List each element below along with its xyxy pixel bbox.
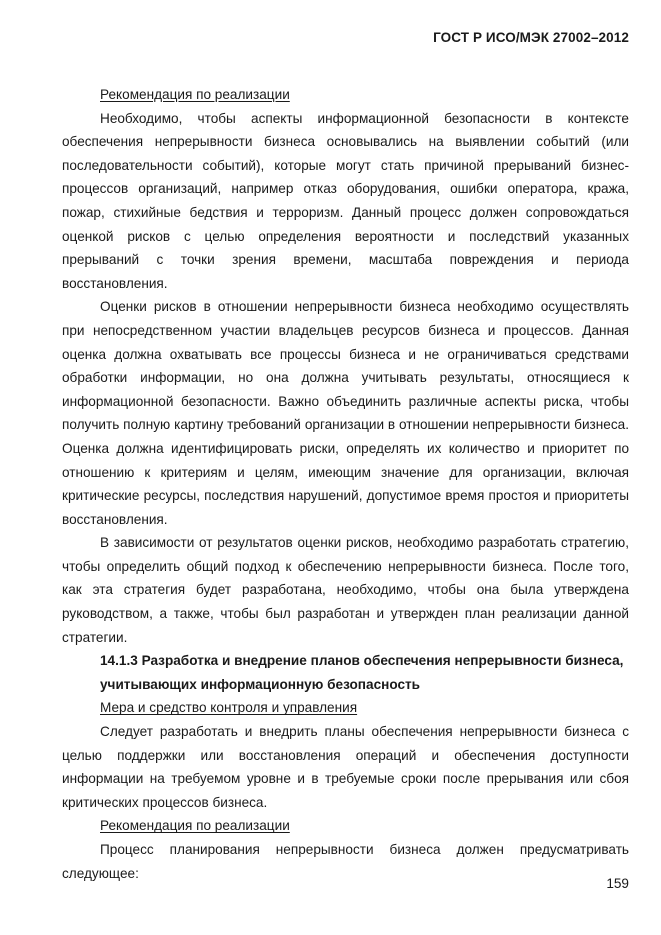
paragraph-planning-process: Процесс планирования непрерывности бизнеса должен предусматривать следующее:: [62, 842, 629, 881]
paragraph-continuity-plans: Следует разработать и внедрить планы обеспечения непрерывности бизнеса с целью поддержки или восстановления операций и обеспечения доступности информации на требуемом уровне и в требуемые сроки после прерывания или сбоя критических процессов бизнеса.: [62, 724, 629, 810]
paragraph-risk-events: Необходимо, чтобы аспекты информационной безопасности в контексте обеспечения непрерывности бизнеса основывались на выявлении событий (или последовательности событий), которые могут стать причиной прерываний бизнес-процессов организаций, например отказ оборудования, ошибки оператора, кража, пожар, стихийные бедствия и терроризм. Данный процесс должен сопровождаться оценкой рисков с целью определения вероятности и последствий указанных прерываний с точки зрения времени, масштаба повреждения и периода восстановления.: [62, 110, 629, 291]
implementation-recommendation-label: Рекомендация по реализации: [100, 87, 290, 102]
paragraph-risk-assessment: Оценки рисков в отношении непрерывности бизнеса необходимо осуществлять при непосредственном участии владельцев ресурсов бизнеса и процессов. Данная оценка должна охватывать все процессы бизнеса и не ограничиваться средствами обработки информации, но она должна учитывать результаты, относящиеся к информационной безопасности. Важно объединить различные аспекты риска, чтобы получить полную картину требований организации в отношении непрерывности бизнеса. Оценка должна идентифицировать риски, определять их количество и приоритет по отношению к критериям и целям, имеющим значение для организации, включая критические ресурсы, последствия нарушений, допустимое время простоя и приоритеты восстановления.: [62, 299, 629, 527]
paragraph-strategy: В зависимости от результатов оценки рисков, необходимо разработать стратегию, чтобы определить общий подход к обеспечению непрерывности бизнеса. После того, как эта стратегия будет разработана, необходимо, чтобы она была утверждена руководством, а также, чтобы был разработан и утвержден план реализации данной стратегии.: [62, 535, 629, 645]
page-number: 159: [606, 876, 629, 891]
implementation-recommendation-label-2: Рекомендация по реализации: [100, 818, 290, 834]
document-standard-header: ГОСТ Р ИСО/МЭК 27002–2012: [433, 30, 629, 45]
control-measure-label: Мера и средство контроля и управления: [100, 700, 358, 716]
section-heading-14-1-3: 14.1.3 Разработка и внедрение планов обеспечения непрерывности бизнеса, учитывающих информационную безопасность: [100, 653, 624, 692]
document-body: [62, 83, 629, 885]
